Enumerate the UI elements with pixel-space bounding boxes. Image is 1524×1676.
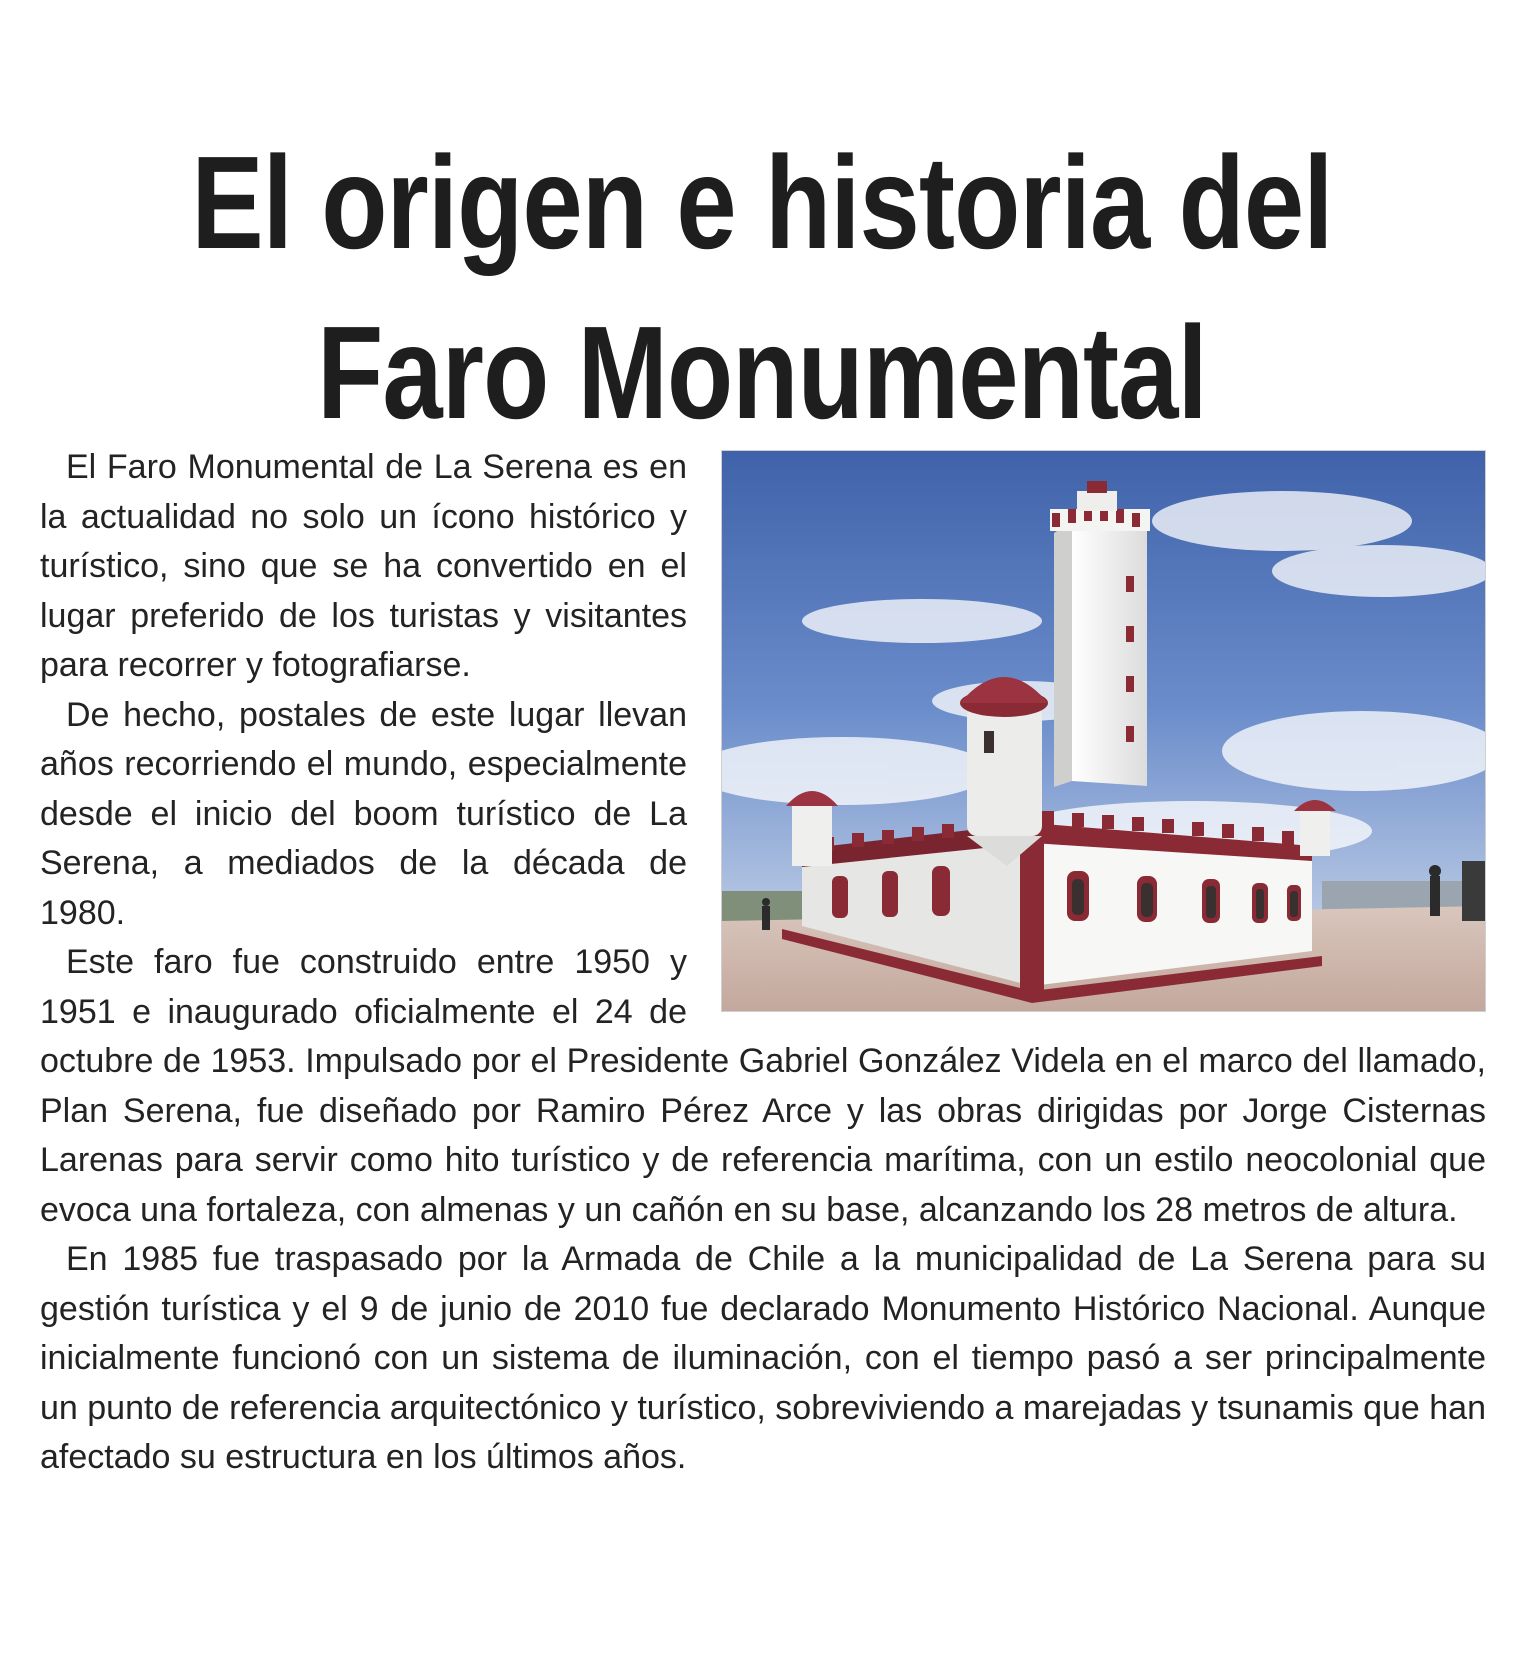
paragraph-3: Este faro fue construido entre 1950 y 1951 e inaugurado oficialmente el 24 de octubre de 1953. Impulsado por el Presidente Gabriel González Videla en el marco del llamado, Plan Serena, fue diseñado por Ramiro Pérez Arce y las obras dirigidas por Jorge Cisternas Larenas para servir como hito turístico y de referencia marítima, con un estilo neocolonial que evoca una fortaleza, con almenas y un cañón en su base, alcanzando los 28 metros de altura. xyxy=(40,943,1486,1229)
paragraph-2: De hecho, postales de este lugar llevan años recorriendo el mundo, especialmente desde el inicio del boom turístico de La Serena, a mediados de la década de 1980. xyxy=(40,695,687,932)
article-body xyxy=(40,443,1486,1483)
lighthouse-photo xyxy=(721,450,1486,1012)
paragraph-1: El Faro Monumental de La Serena es en la actualidad no solo un ícono histórico y turístico, sino que se ha convertido en el lugar preferido de los turistas y visitantes para recorrer y fotografiarse. xyxy=(40,448,687,684)
headline-line-1: El origen e historia del xyxy=(191,129,1333,277)
paragraph-4: En 1985 fue traspasado por la Armada de Chile a la municipalidad de La Serena para su gestión turística y el 9 de junio de 2010 fue declarado Monumento Histórico Nacional. Aunque inicialmente funcionó con un sistema de iluminación, con el tiempo pasó a ser principalmente un punto de referencia arquitectónico y turístico, sobreviviendo a marejadas y tsunamis que han afectado su estructura en los últimos años. xyxy=(40,1240,1486,1476)
headline-line-2: Faro Monumental xyxy=(317,299,1207,447)
headline xyxy=(137,118,1387,458)
